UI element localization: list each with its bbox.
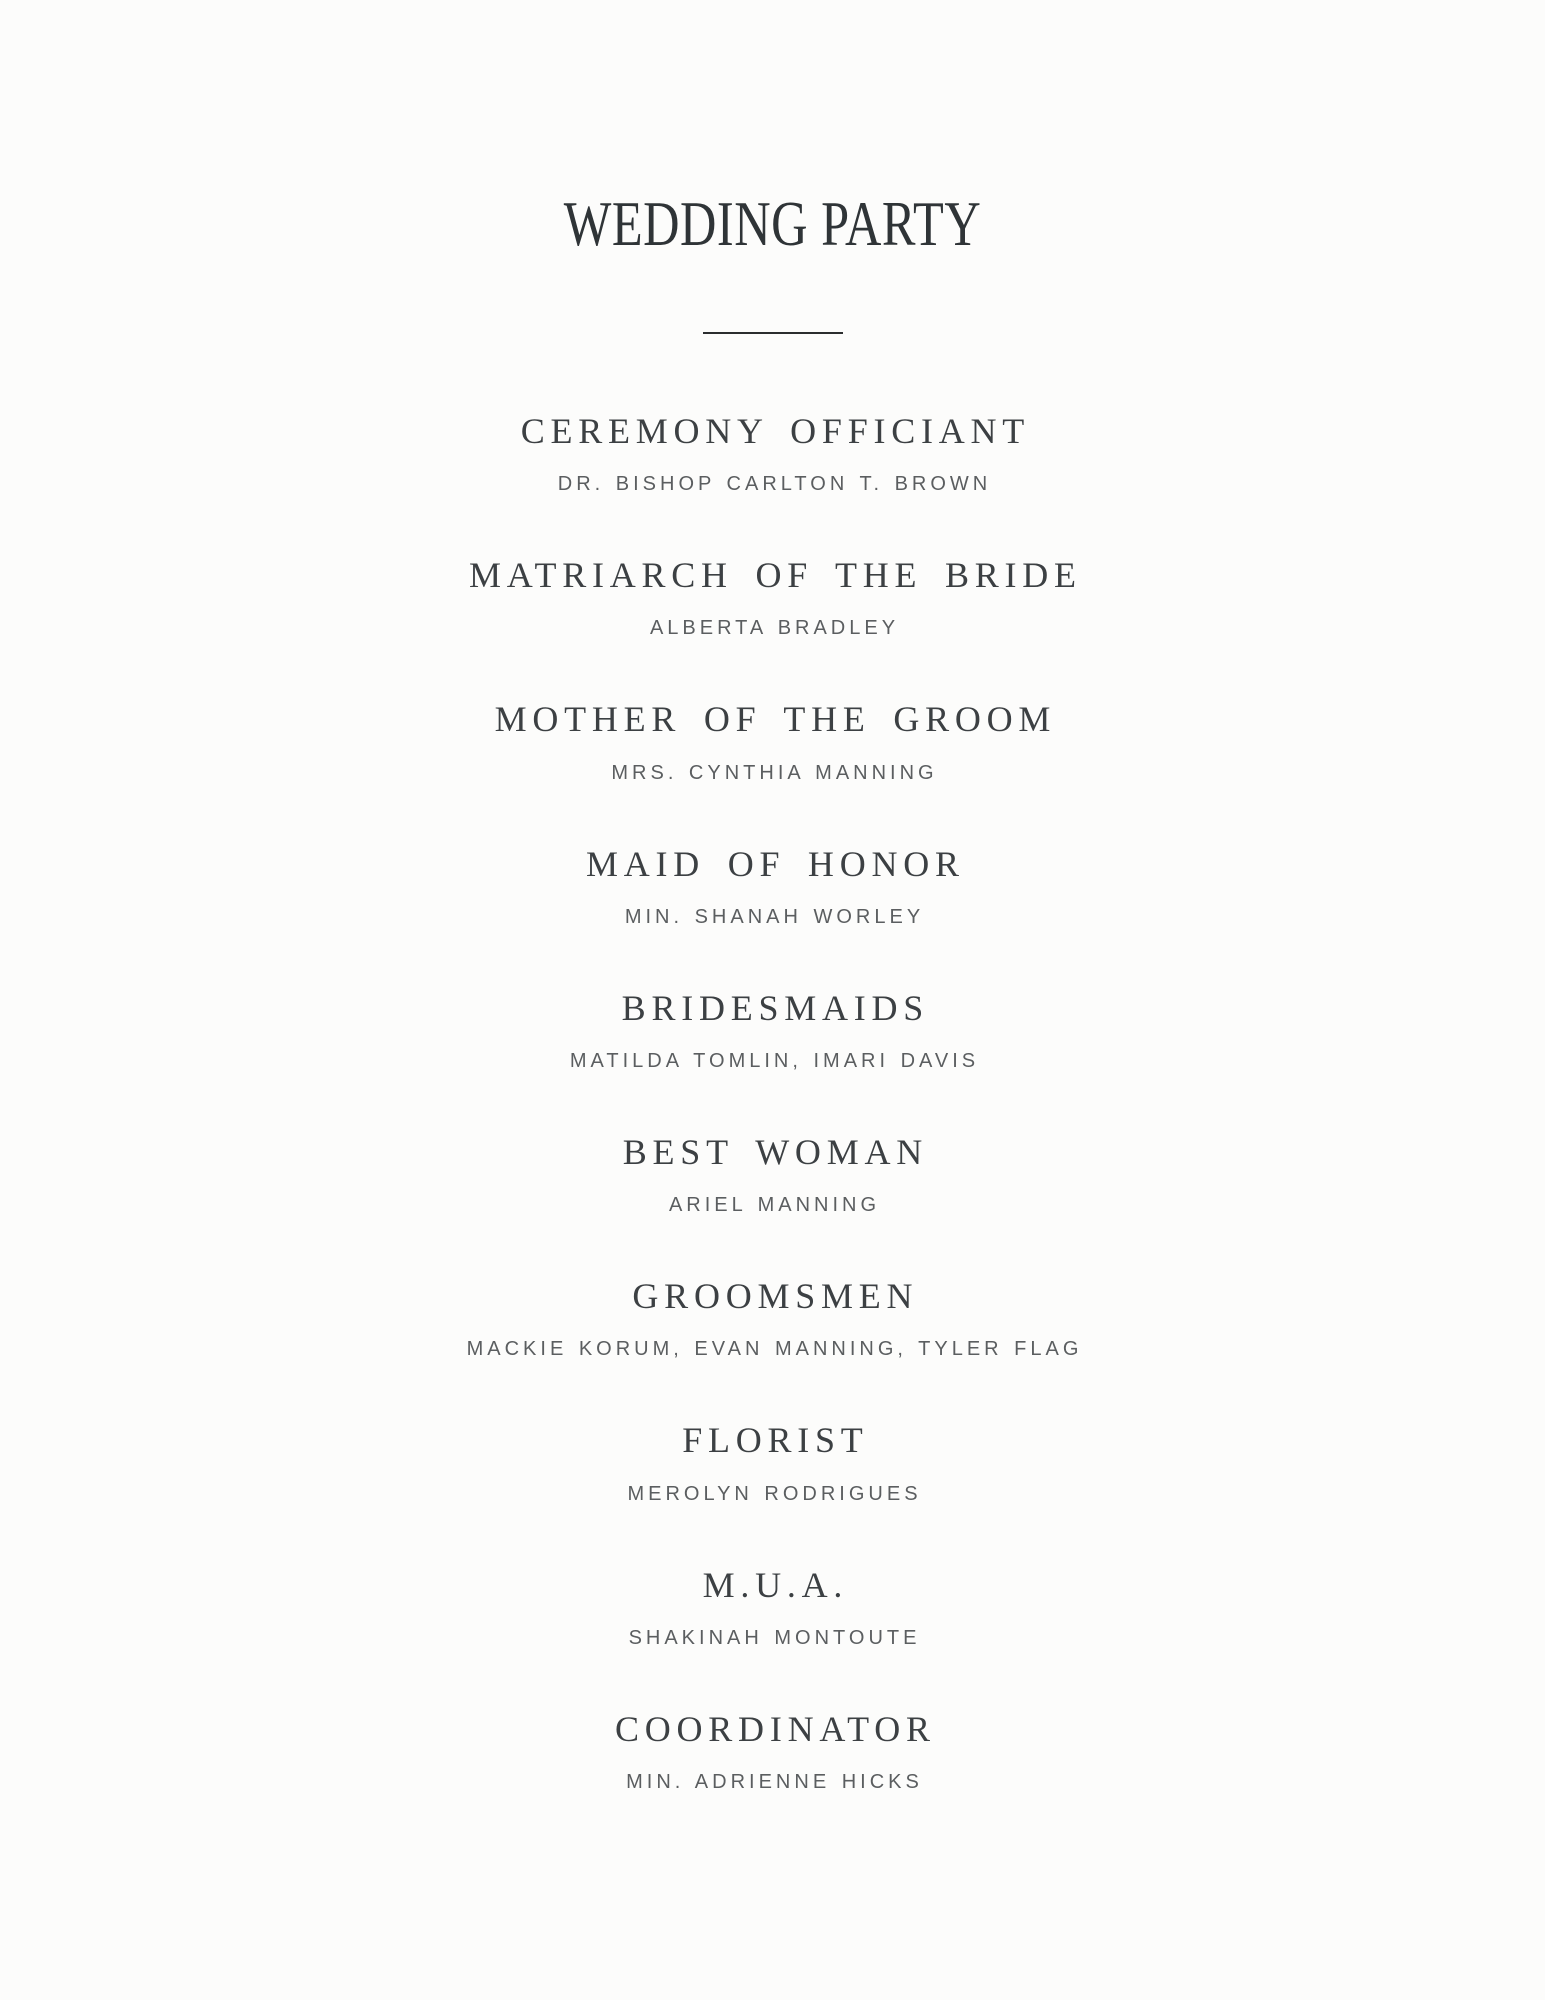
list-item-ceremony-officiant [0, 410, 1545, 496]
role-heading: M.U.A. [702, 1564, 849, 1605]
list-item-bridesmaids [0, 987, 1545, 1073]
list-item-mother-of-the-groom [0, 698, 1545, 784]
names-line: SHAKINAH MONTOUTE [628, 1626, 921, 1649]
names-line: MATILDA TOMLIN, IMARI DAVIS [569, 1049, 980, 1072]
list-item-florist [0, 1419, 1545, 1505]
list-item-best-woman [0, 1131, 1545, 1217]
role-heading: CEREMONY OFFICIANT [520, 411, 1031, 451]
role-heading: COORDINATOR [615, 1708, 936, 1749]
names-line: MIN. SHANAH WORLEY [624, 905, 925, 928]
role-heading: GROOMSMEN [632, 1276, 919, 1317]
divider-line [703, 332, 843, 334]
list-item-matriarch-of-the-bride [0, 554, 1545, 640]
role-heading: MATRIARCH OF THE BRIDE [468, 555, 1082, 596]
list-item-coordinator [0, 1708, 1545, 1794]
names-line: DR. BISHOP CARLTON T. BROWN [557, 473, 992, 496]
names-line: MEROLYN RODRIGUES [627, 1482, 922, 1505]
role-heading: FLORIST [682, 1420, 869, 1461]
role-heading: MOTHER OF THE GROOM [494, 699, 1057, 740]
list-item-mua [0, 1564, 1545, 1650]
names-line: ALBERTA BRADLEY [649, 617, 900, 640]
list-item-groomsmen [0, 1275, 1545, 1361]
role-heading: MAID OF HONOR [586, 843, 965, 884]
names-line: MACKIE KORUM, EVAN MANNING, TYLER FLAG [466, 1338, 1083, 1361]
names-line: MIN. ADRIENNE HICKS [626, 1770, 923, 1793]
names-line: ARIEL MANNING [668, 1194, 881, 1217]
list-item-maid-of-honor [0, 843, 1545, 929]
role-heading: BEST WOMAN [622, 1131, 928, 1172]
wedding-party-list [0, 410, 1545, 1794]
role-heading: BRIDESMAIDS [621, 987, 930, 1028]
names-line: MRS. CYNTHIA MANNING [611, 761, 938, 784]
page-title: WEDDING PARTY [563, 189, 982, 259]
